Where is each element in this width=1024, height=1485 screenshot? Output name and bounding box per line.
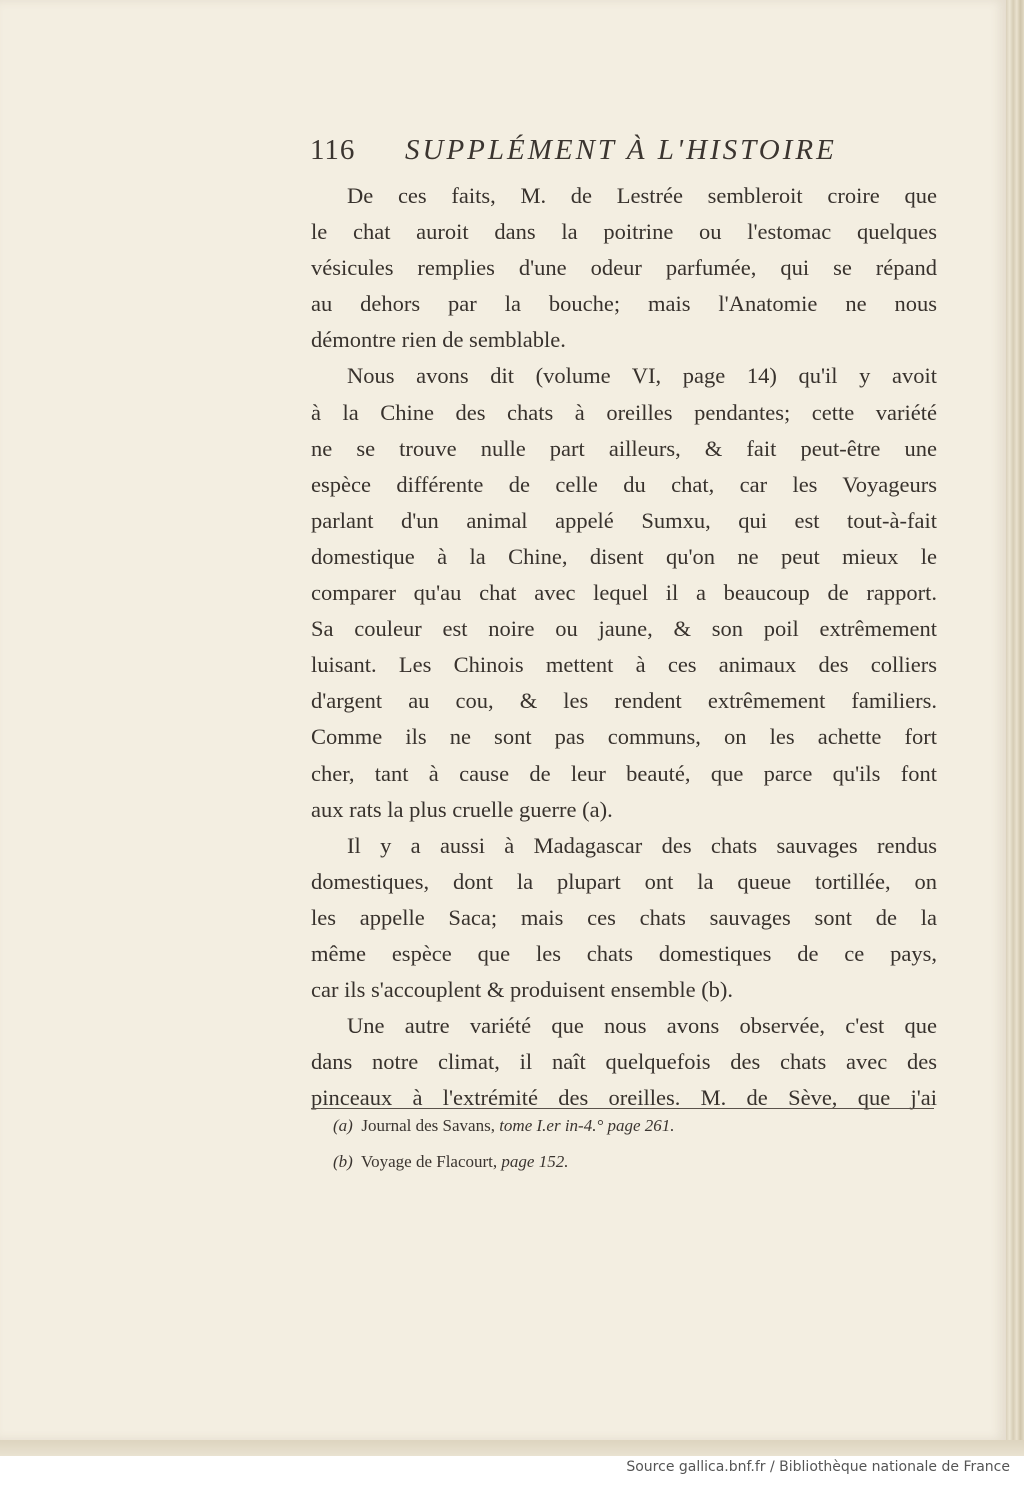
footnote-mark: (b) <box>333 1152 353 1171</box>
text-line: Comme ils ne sont pas communs, on les achette fort <box>311 724 937 750</box>
text-line: même espèce que les chats domestiques de ce pays, <box>311 940 937 966</box>
text-line: dans notre climat, il naît quelquefois des chats avec des <box>311 1049 937 1075</box>
running-header <box>310 134 837 167</box>
text-line: Une autre variété que nous avons observée, c'est que <box>347 1013 937 1039</box>
text-line: espèce différente de celle du chat, car les Voyageurs <box>311 471 937 497</box>
paragraph-2 <box>311 358 937 827</box>
text-line: De ces faits, M. de Lestrée sembleroit croire que <box>347 183 937 208</box>
page-bottom-edge <box>0 1440 1024 1456</box>
footnote-a <box>333 1116 675 1136</box>
footnote-text: Voyage de Flacourt, <box>361 1152 498 1171</box>
footnote-rule <box>311 1108 934 1109</box>
paragraph-1 <box>311 178 937 358</box>
text-line: domestiques, dont la plupart ont la queue tortillée, on <box>311 868 937 894</box>
text-line: aux rats la plus cruelle guerre (a). <box>311 796 613 822</box>
paragraph-4 <box>311 1008 937 1116</box>
text-line: Nous avons dit (volume VI, page 14) qu'il y avoit <box>347 363 937 389</box>
footnote-reference: tome I.er in-4.° page 261. <box>499 1116 675 1135</box>
text-line: ne se trouve nulle part ailleurs, & fait peut-être une <box>311 435 937 461</box>
text-line: car ils s'accouplent & produisent ensemble (b). <box>311 977 734 1003</box>
text-line: pinceaux à l'extrémité des oreilles. M. de Sève, que j'ai <box>311 1085 937 1111</box>
text-line: démontre rien de semblable. <box>311 327 566 353</box>
paragraph-3 <box>311 828 937 1008</box>
footnote-mark: (a) <box>333 1116 353 1135</box>
footnote-text: Journal des Savans, <box>361 1116 495 1135</box>
text-line: vésicules remplies d'une odeur parfumée, qui se répand <box>311 255 937 281</box>
text-line: luisant. Les Chinois mettent à ces animaux des colliers <box>311 652 937 678</box>
text-line: le chat auroit dans la poitrine ou l'estomac quelques <box>311 219 937 245</box>
text-line: d'argent au cou, & les rendent extrêmement familiers. <box>311 688 937 714</box>
text-line: les appelle Saca; mais ces chats sauvages sont de la <box>311 904 937 930</box>
page-number: 116 <box>310 134 356 166</box>
text-line: au dehors par la bouche; mais l'Anatomie ne nous <box>311 291 937 317</box>
source-credit: Source gallica.bnf.fr / Bibliothèque nationale de France <box>626 1459 1010 1475</box>
text-line: parlant d'un animal appelé Sumxu, qui est tout-à-fait <box>311 507 937 533</box>
page-edge <box>1006 0 1024 1456</box>
footnote-b <box>333 1152 568 1172</box>
text-line: Sa couleur est noire ou jaune, & son poil extrêmement <box>311 616 937 642</box>
text-line: domestique à la Chine, disent qu'on ne peut mieux le <box>311 543 937 569</box>
text-line: cher, tant à cause de leur beauté, que parce qu'ils font <box>311 760 937 786</box>
footnote-reference: page 152. <box>501 1152 569 1171</box>
running-title: SUPPLÉMENT À L'HISTOIRE <box>405 134 837 166</box>
text-line: Il y a aussi à Madagascar des chats sauvages rendus <box>347 832 937 858</box>
body-text <box>311 178 937 1116</box>
text-line: comparer qu'au chat avec lequel il a beaucoup de rapport. <box>311 580 937 606</box>
text-line: à la Chine des chats à oreilles pendantes; cette variété <box>311 399 937 425</box>
